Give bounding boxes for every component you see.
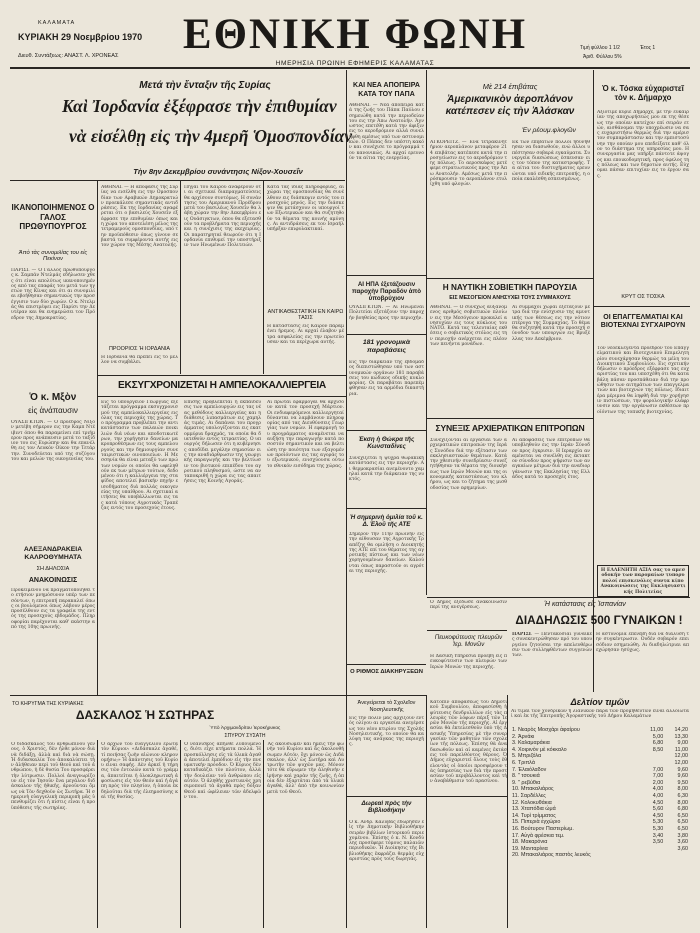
- price-item-name: 13. Χταπόδια ὡμά: [512, 806, 556, 813]
- column-rule: [263, 740, 264, 928]
- aircraft-kicker: Μὲ 214 ἐπιβάτας: [482, 82, 538, 91]
- price-row: [511, 852, 689, 859]
- price-item-wholesale: 3,50: [652, 839, 664, 846]
- notice-box: [597, 565, 689, 597]
- masthead-subtitle: ΗΜΕΡΗΣΙΑ ΠΡΩΙΝΗ ΕΦΗΜΕΡΙΣ ΚΑΛΑΜΑΤΑΣ: [275, 60, 435, 67]
- soviet-body-col-2: Αι σύμμαχοι χώραι εξετάζουν μέτρα διά την ενίσχυσιν της αμυντικής των θέσεως εις την νότιον πτέρυγα της Συμμαχίας. Το θέμα θα συζητηθή κατά την προσεχή σύνοδον των υπουργών εις Βρυξέλλας τον Δεκέμβριον.: [512, 305, 590, 342]
- violations-headline: 181 γρονομικὰ παραβάσεις: [362, 339, 411, 354]
- notice-box-text: Η ΕΛΛΕΝΗΤΗ ΑΞΙΑ σας το αμεσοδοκήν των παρομαίων τυπορυπολοί επισκενόλες συντα κίπο Ανακοινώσεις της Εκκλησιαστικής Πολιτείας: [600, 568, 686, 595]
- price-row: [511, 786, 689, 793]
- committee-body-col-1: Συνεχίζονται αι εργασίαι των αρχιερατικών επιτροπών της Ιεράς Συνόδου διά την εξέτασιν των εκκλησιαστικών θεμάτων. Κατά την χθεσινήν συνεδρίασιν συνεζητήθησαν τα θέματα της διοικήσεως των Ιερών Μονών και της οικονομικής καταστάσεως του κλήρου, ως και το ζήτημα της μισθοδοσίας των εφημερίων.: [430, 438, 507, 491]
- story-memorial-label: ΑΝΑΚΟΙΝΩΣΙΣ: [28, 577, 78, 584]
- price-item-retail: 6,50: [677, 812, 688, 819]
- section-rule: [98, 375, 346, 376]
- price-list-intro: Αἱ τιμαὶ τῶν χονδρικῶν ἢ λιανικῶν παρὰ τῶν προμηθευτῶν εἶναι ἀλλοιωταὶ καὶ ἐκ τῆς Ἐπιτροπῆς Ἀγοραστικῆς τοῦ Δήμου Καλαμάτων: [511, 709, 689, 720]
- price-item-name: 3. Καλαμαράκια: [512, 740, 550, 747]
- price-item-retail: 6,50: [677, 819, 688, 826]
- price-row: [511, 839, 689, 846]
- price-row: [511, 773, 689, 780]
- story-memorial-headline: ΑΛΕΞΑΝΔΡΑΚΕΙΑ ΚΑΛΡΟΘΥΜΗΑΤΑ: [23, 546, 83, 561]
- price-item-wholesale: [640, 760, 664, 767]
- price-item-retail: 9,00: [677, 740, 688, 747]
- column-rule: [97, 740, 98, 928]
- vineyard-body-col-2: Επίσης προβλέπεται η εκπαίδευσις των αμπελουργών εις τας νέας μεθόδους καλλιεργείας και η διάθεσις λιπασμάτων εις χαμηλάς τιμάς. Αι δαπάναι του προγράμματος υπολογίζονται εις εκατομμύρια δραχμάς, τα οποία θα διατεθούν εντός τετραετίας. Ο υπουργός δήλωσεν ότι η κυβέρνησις αποδίδει μεγάλην σημασίαν εις την αναδιάρθρωσιν της γεωργικής παραγωγής και την βελτίωσιν του βιοτικού επιπέδου του αγροτικού πληθυσμού, ώστε να ανταποκριθή η χώρα εις τας απαιτήσεις της Κοινής Αγοράς.: [184, 400, 261, 485]
- soviet-sub: ΕΙΣ ΜΕΣΟΓΕΙΟΝ ΑΝΗΣΥΧΕΙ ΤΟΥΣ ΣΥΜΜΑΧΟΥΣ: [449, 295, 571, 301]
- price-item-retail: 12,00: [674, 759, 688, 766]
- price-item-name: 20. Μπακαλιάρος παστὸς λευκός: [512, 852, 591, 859]
- price-item-name: 8. " τσουκιά: [512, 773, 540, 780]
- women-body-col-2: Η αστυνομία επενέβη διά να διαλύση την συγκέντρωσιν. Ουδέν σοβαρόν επεισόδιον εσημειώθη. Αι διαδηλώτριαι απεχώρησαν ησύχως.: [596, 632, 689, 653]
- section-rule: [427, 278, 593, 279]
- story-rest-headline: Ὁ κ. Μξὸν: [29, 392, 77, 403]
- price-item-name: 15. Πιπεριὰ ἐγχώριο: [512, 819, 561, 826]
- section-rule: [347, 430, 426, 431]
- sermon-headline: ΔΑΣΚΑΛΟΣ Ἡ ΣΩΤΗΡΑΣ: [75, 708, 215, 722]
- lead-subhead-2: ΑΝΤΙΚΑΘΕΣΤΑΤΙΚΗ ΕΝ ΚΑΙΡΩ ΤΑΣΙΣ: [267, 309, 344, 322]
- price-row: [511, 806, 689, 813]
- aircraft-sub: Ἐν ρέουμ.φλογῶν: [522, 127, 576, 134]
- story-rest-sub: εἰς ἀνάπαυσιν: [28, 406, 78, 415]
- sermon-body-col-4: Ἂς ἀκούσωμεν καὶ ἡμεῖς τὴν φωνὴν τοῦ Κυρίου καὶ ἂς ἀκολουθήσωμεν Αὐτόν, ὄχι μόνον ὡς Διδάσκαλον, ἀλλ' ὡς Σωτῆρα καὶ Λυτρωτὴν τῶν ψυχῶν μας. Μόνον τότε θὰ εὕρωμεν τὴν ἀληθινὴν εἰρήνην καὶ χαρὰν τῆς ζωῆς, ἡ ὁποία δὲν ἐξαρτᾶται ἀπὸ τὰ ὑλικὰ ἀγαθά, ἀλλ' ἀπὸ τὴν κοινωνίαν μετὰ τοῦ Θεοῦ.: [267, 742, 344, 795]
- price-item-wholesale: 8,50: [652, 746, 664, 753]
- price-item-wholesale: 4,50: [652, 799, 664, 806]
- price-item-retail: 6,50: [677, 825, 688, 832]
- price-item-name: 10. Μπακαλιάρος: [512, 786, 554, 793]
- price-item-retail: 9,60: [677, 773, 688, 780]
- sermon-kicker: ΤΟ ΚΗΡΥΓΜΑ ΤΗΣ ΚΥΡΙΑΚΗΣ: [12, 701, 84, 707]
- column-rule: [180, 180, 181, 374]
- speech-body: Σήμερον την 11ην πρωινήν εις την αίθουσαν της Αγροτικής Τραπέζης θα ομιλήση ο Διοικητής της ΑΤΕ επί του θέματος της αγροτικής πίστεως και των νέων χορηγουμένων δανείων. Καλούνται όπως παραστούν οι αγρόται της περιοχής.: [349, 532, 424, 575]
- women-headline: ΔΙΑΔΗΛΩΣΙΣ 500 ΓΥΝΑΙΚΩΝ !: [515, 613, 683, 627]
- speech-headline: Ἡ σημερινὴ ὁμιλία τοῦ κ. Δ. Ἑλοῦ τῆς ΑΤΕ: [350, 514, 423, 529]
- sermon-byline: Ὑπὸ Ἀρχιμανδρίτου Ἱεροκήρυκος: [209, 726, 281, 731]
- price-row: [511, 819, 689, 826]
- soviet-headline: Η ΝΑΥΤΙΚΗ ΣΟΒΙΕΤΙΚΗ ΠΑΡΟΥΣΙΑ: [442, 283, 578, 292]
- price-item-name: 9. " ρεβύθια: [512, 779, 541, 786]
- price-item-name: 4. Χοιρινὸν μὲ κόκκαλο: [512, 746, 567, 753]
- column-rule: [426, 70, 427, 595]
- thanks-headline: Ὁ κ. Τόσκα εὐχαριστεῖ τὸν κ. Δήμαρχο: [602, 84, 684, 103]
- price-item-name: 2. Ἀρνάκι: [512, 733, 535, 740]
- price-item-wholesale: 4,00: [652, 786, 664, 793]
- price-item-wholesale: 4,50: [652, 812, 664, 819]
- usa-headline: ΑΙ ΗΠΑ ἐξετάζουσιν παροχὴν Παραδόν ἀπὸ ὑποβρύχιον: [351, 281, 422, 303]
- section-rule: [427, 418, 593, 419]
- soviet-body-col-1: ΑΘΗΝΑΙ. — Ο συνεχώς αυξανόμενος αριθμός σοβιετικών πλοίων εις την Μεσόγειον προκαλεί ανησυχίαν εις τους κύκλους του ΝΑΤΟ. Κατά τας τελευταίας εκθέσεις ο σοβιετικός στόλος εις την περιοχήν ανέρχεται εις πλέον των πενήντα μονάδων.: [430, 305, 507, 348]
- masthead-title: ΕΘΝΙΚΗ ΦΩΝΗ: [182, 11, 528, 58]
- lead-headline-2: νὰ εἰσέλθῃ εἰς τὴν 4μερῆ Ὁμοσπονδίαν: [69, 126, 353, 146]
- price-item-wholesale: 5,30: [652, 825, 664, 832]
- price-item-wholesale: 5,30: [652, 819, 664, 826]
- story-premier-headline: ΙΚΑΝΟΠΟΙΗΜΕΝΟΣ Ο ΓΑΛΟΣ ΠΡΩΘΥΠΟΥΡΓΟΣ: [11, 203, 95, 232]
- price-item-name: 12. Κολοκυθάκια: [512, 799, 552, 806]
- price-row: [511, 760, 689, 767]
- sermon-byline-name: ΣΠΥΡΟΥ ΣΥΣΑΤΗ: [224, 733, 266, 739]
- price-item-retail: 8,00: [677, 799, 688, 806]
- price-item-retail: 6,30: [677, 792, 688, 799]
- price-item-retail: 8,00: [677, 786, 688, 793]
- price-item-wholesale: 6,80: [652, 740, 664, 747]
- section-rule: [594, 306, 690, 307]
- pope-headline: ΚΑΙ ΝΕΑ ΑΠΟΠΕΙΡΑ ΚΑΤΑ ΤΟΥ ΠΑΠΑ: [353, 82, 420, 98]
- price-item-retail: [664, 852, 689, 859]
- price-list-title: Δελτίον τιμῶν: [570, 697, 630, 707]
- price-item-retail: 6,80: [677, 806, 688, 813]
- price-item-name: 7. Ἐλαιόλαδον: [512, 766, 547, 773]
- price-item-name: 11. Σαρδέλλες: [512, 792, 546, 799]
- masthead-price: Τιμή φύλλου 1 1/2: [580, 45, 620, 51]
- sermon-body-col-2: Ὁ ἄρχων τοῦ εὐαγγελίου ἐρωτᾷ τὸν Κύριον: «Διδάσκαλε ἀγαθέ, τί ποιήσας ζωὴν αἰώνιον κληρονομήσω;» Ἡ ἀπάντησις τοῦ Κυρίου εἶναι σαφής. Δὲν ἀρκεῖ ἡ τήρησις τῶν ἐντολῶν κατὰ τὸ γράμμα, ἀπαιτεῖται ἡ ὁλοκληρωτικὴ ἀφοσίωσις εἰς τὸν Θεόν καὶ ἡ ἀγάπη πρὸς τὸν πλησίον, ἡ ὁποία ἐκδηλοῦται διὰ τῆς ἐλεημοσύνης καὶ τῆς θυσίας.: [101, 742, 178, 800]
- price-table: [511, 727, 689, 859]
- masthead-rule: [10, 67, 690, 69]
- price-item-retail: 11,00: [674, 746, 688, 753]
- section-rule: [347, 664, 426, 665]
- women-body-col-1: ΠΑΡΙΣΙ. — Πεντακόσιαι γυναίκες συνεκεντρώθησαν πρό του υπουργείου ζητούσαι την απελευθέρωσιν των συλληφθέντων συγγενών των.: [512, 632, 592, 659]
- bottom-middle-body: Κατόπιν ἀποφάσεως τοῦ Δημοτικοῦ Συμβουλίου, ἀποφασίσθη ἡ φύτευσις δενδρυλλίων εἰς τὰς πλευρὰς τῶν λόφων πέριξ τῶν Ἱερῶν Μονῶν τῆς περιοχῆς. Αἱ ἐργασίαι θὰ ἐκτελεσθοῦν ὑπὸ τῆς Δασικῆς Ὑπηρεσίας μὲ τὴν συνεργασίαν τῶν μαθητῶν τῶν σχολείων τῆς πόλεως. Ἐπίσης θὰ ἀναδασωθοῦν καὶ αἱ καμένες ἐκτάσεις τοῦ παρελθόντος θέρους. Ὁ Δῆμος εὐχαριστεῖ ὅλους τοὺς ἐθελοντὰς οἱ ὁποῖοι προσφέρουν τὰς ὑπηρεσίας των διὰ τὴν προστασίαν τοῦ περιβάλλοντος καὶ τὴν ἀναβάθμισιν τοῦ πρασίνου.: [430, 700, 507, 785]
- price-item-retail: 12,00: [674, 753, 688, 760]
- price-item-name: 18. Μακαρόνια: [512, 839, 548, 846]
- price-row: [511, 740, 689, 747]
- lead-kicker: Μετά τὴν ἔνταξιν τῆς Συρίας: [139, 80, 271, 91]
- library-headline: Δωρεαὶ πρὸς τὴν Βιβλιοθήκην: [361, 800, 412, 815]
- price-item-retail: 14,20: [674, 727, 688, 733]
- section-rule: [98, 396, 346, 397]
- lead-dek: Τὴν 8ην Δεκεμβρίου συνάντησις Νίξον-Χουσεΐν: [133, 167, 303, 176]
- price-item-name: 19. Μανταρίνια: [512, 845, 548, 852]
- section-rule: [347, 275, 426, 276]
- story-premier-body: ΠΑΡΙΣΙ. — Ὁ Γάλλος πρωθυπουργός κ. Σαμπάν Ντελμάς εδήλωσεν χθες ότι είναι απολύτως ικανοποιημένος από τας επαφάς του μετά των ηγετών της Κίνας και ότι αι συνομιλίαι εβοήθησαν σημαντικώς την προσέγγισιν των δύο χωρών. Ο κ. Ντελμάς θα επιστρέψει εις Παρίσι την Δευτέραν και θα ενημερώσει τον Πρόεδρον της Δημοκρατίας.: [11, 268, 95, 321]
- price-item-wholesale: 4,00: [652, 792, 664, 799]
- trees-body: Η Δασική Υπηρεσία προέβη εις πευκοφύτευσιν των πλευρών των Ιερών Μονών της περιοχής.: [430, 654, 507, 670]
- school-headline: Ἀνεγείρεται τὸ Σχολεῖον Νοσηλευτικῆς: [357, 700, 416, 713]
- column-rule: [507, 695, 508, 928]
- library-body: Ὁ κ. Ἀνδρ. Καλύβας ἐδώρησεν εἰς τὴν Δημοτικὴν Βιβλιοθήκην σειρὰν βιβλίων ἱστορικοῦ περιεχομένου. Ἐπίσης ὁ κ. Ν. Κονδύλης προσέφερε τόμους παλαιῶν περιοδικῶν. Ἡ Διοίκησις τῆς Βιβλιοθήκης ἐκφράζει θερμὰς εὐχαριστίας πρὸς τοὺς δωρητάς.: [349, 820, 424, 863]
- column-rule: [593, 70, 594, 692]
- price-item-wholesale: 7,00: [652, 773, 664, 780]
- trees-headline: Πευκοφύτευσις πλευρῶν Ἱερ. Μονῶν: [434, 634, 503, 649]
- craftsmen-headline: ΟΙ ΕΠΑΓΓΕΛΜΑΤΙΑΙ ΚΑΙ ΒΙΟΤΕΧΝΑΙ ΣΥΓΧΑΙΡΟΥΝ: [600, 314, 686, 330]
- column-rule: [97, 180, 98, 695]
- craftsmen-body: Τον νεοεκλεγέντα πρόεδρον του Επαγγελματικού και Βιοτεχνικού Επιμελητηρίου συνεχάρησαν θερμώς τα μέλη του Διοικητικού Συμβουλίου. Εις σχετικήν δήλωσιν ο πρόεδρος εξέφρασε τας ευχαριστίας του και υπεσχέθη ότι θα καταβάλη πάσαν προσπάθειαν διά την προώθησιν των αιτημάτων των επαγγελματιών και βιοτεχνών της πόλεως. Ιδιαιτέρα μέριμνα θα ληφθή διά την χορήγησιν πιστώσεων, την φορολογικήν ελάφρυνσιν και την οργάνωσιν εκθέσεων προϊόντων της τοπικής βιοτεχνίας.: [597, 346, 689, 415]
- thanks-signature: ΚΡΥΤ ΟΣ ΤΟΣΚΑ: [621, 294, 665, 300]
- price-item-retail: 3,60: [677, 845, 688, 852]
- price-row: [511, 826, 689, 833]
- lead-subhead-1: ΠΡΟΟΡΙΟΣ Ή ΙΟΡΔΑΝΙΑ: [108, 346, 171, 352]
- price-item-retail: 9,60: [677, 766, 688, 773]
- price-item-retail: 9,50: [677, 779, 688, 786]
- column-rule: [263, 180, 264, 374]
- price-item-name: 6. Τριπλὰ: [512, 759, 535, 766]
- committee-body-col-2: Αι αποφάσεις των επιτροπών θα υποβληθούν εις την Ιεράν Σύνοδον προς έγκρισιν. Η Ιεραρχία αναμένεται να συνέλθη εις έκτακτον σύνοδον προς ψήφισιν των αναγκαίων μέτρων διά την αναδιοργάνωσιν της Εκκλησίας της Ελλάδος κατά το προσεχές έτος.: [512, 438, 590, 481]
- price-item-retail: 3,80: [677, 832, 688, 839]
- aircraft-body-col-1: ΑΓΚΟΡΕΙΤΖ. — Ένα τετρακινητήριον αεροπλάνον μεταφέρον 214 επιβάτας κατέπεσε κατά την προσγείωσιν εις το αεροδρόμιον της πόλεως. Το αεροσκάφος μετέφερε στρατιωτικούς προς την Άπω Ανατολήν. Αμέσως μετά την πρόσκρουσιν το αεροπλάνον ετυλίχθη υπό φλογών.: [430, 140, 507, 188]
- price-item-wholesale: 7,00: [652, 766, 664, 773]
- masthead-city: ΚΑΛΑΜΑΤΑ: [38, 20, 76, 26]
- masthead-director: Διευθ. Συντάξεως: ΑΝΑΣΤ. Λ. ΧΡΟΝΕΑΣ: [18, 53, 119, 59]
- pope-body: ΑΘΗΝΑΙ. — Νέα απόπειρα κατά της ζωής του Πάπα Παύλου εσημειώθη κατά την περιοδείαν του εις την Άπω Ανατολήν. Άγνωστος επετέθη κατά την άφιξιν εις το αεροδρόμιον αλλά συνελήφθη αμέσως υπό των αστυνομικών. Ο Πάπας δεν υπέστη κακόν και συνέχισε το πρόγραμμά του κανονικώς. Αι αρχαί ερευνούν τα αίτια της ενεργείας.: [349, 103, 424, 161]
- sermon-body-col-3: Ὁ νεανίσκος ἀπῆλθε λυπούμενος, διότι εἶχε κτήματα πολλά. Ἡ προσκόλλησις εἰς τὰ ὑλικὰ ἀγαθὰ ἀποτελεῖ ἐμπόδιον εἰς τὴν πνευματικὴν πρόοδον. Ὁ Κύριος δὲν καταδικάζει τὸν πλοῦτον, ἀλλὰ τὴν δουλείαν τοῦ ἀνθρώπου εἰς αὐτόν. Ὁ ἀληθὴς χριστιανὸς χρησιμοποιεῖ τὰ ἀγαθὰ πρὸς δόξαν Θεοῦ καὶ ὠφέλειαν τῶν ἀδελφῶν του.: [184, 742, 261, 800]
- lead-body-col-1b: Η Ιορδανία θα πρέπει εις το μέλλον να συμβάλει.: [101, 355, 178, 366]
- lead-body-col-3: Κατά τας ιδίας πληροφορίας, αι χώραι της ομοσπονδίας θα συνέλθουν εις διάσκεψιν εντός του προσεχούς μηνός. Εις την διάσκεψιν θα μετάσχουν οι υπουργοί των Εξωτερικών και θα συζητηθούν τα θέματα της κοινής αμύνης. Αι αντιδράσεις εκ του Ισραήλ υπήρξαν επιφυλακτικαί.: [267, 185, 344, 233]
- price-item-name: 1. Νεαρὸς Μοσχάρι ἀφαίρου: [512, 727, 580, 733]
- column-rule: [180, 740, 181, 928]
- price-item-wholesale: [640, 852, 664, 859]
- vineyard-headline: ΕΚΣΥΓΧΡΟΝΙΖΕΤΑΙ Η ΑΜΠΕΛΟΚΑΛΛΙΕΡΓΕΙΑ: [118, 380, 326, 391]
- section-rule: [427, 630, 507, 631]
- aircraft-body-col-2: Εκ των επιβατών πολλοί ηδυνήθησαν να διασωθούν, ενώ άλλοι υπέστησαν σοβαρά εγκαύματα. Συνεργεία διασώσεως έσπευσαν εις τον τόπον της καταστροφής. Τα αίτια του δυστυχήματος ερευνώνται υπό ειδικής επιτροπής, η οποία εκαλέσθη εσπευσμένως.: [512, 140, 590, 183]
- women-kicker: Ἡ κατάστασις εἰς Ἰσπανίαν: [544, 601, 626, 608]
- price-row: [511, 753, 689, 760]
- women-dateline: ΠΑΡΙΣΙ: [512, 632, 531, 637]
- lead-body-col-2: Πηγαί του Καΐρου αναφέρουν ότι αι σχετικαί διαπραγματεύσεις θα αρχίσουν συντόμως. Η συνάντησις του Αμερικανού Προέδρου μετά του βασιλέως Χουσεΐν θα λάβη χώραν την 8ην Δεκεμβρίου εις Ουάσιγκτων, όπου θα εξετασθούν τα προβλήματα της περιοχής και η συνέχισις της εκεχειρίας. Οι παρατηρηταί θεωρούν ότι η Ιορδανία επιθυμεί την υποστήριξιν των Ηνωμένων Πολιτειών.: [184, 185, 261, 249]
- vineyard-body-col-3: Αι πρώται εφαρμογαί θα αρχίσουν κατά τον προσεχή Μάρτιον. Οι ενδιαφερόμενοι καλλιεργηταί δύνανται να λαμβάνουν πληροφορίας από τας Διευθύνσεις Γεωργίας των νομών. Η εφαρμογή του προγράμματος αναμένεται να αυξήση την παραγωγήν κατά ποσοστόν σημαντικόν και να βελτιώση την ποιότητα των εξαγομένων προϊόντων εις τας αγοράς του εξωτερικού, ενισχύουσα ούτω το εθνικόν εισόδημα της χώρας.: [267, 400, 344, 469]
- price-item-name: 17. Αὐγὰ φρέσκια τεμ.: [512, 832, 565, 839]
- section-rule: [347, 508, 426, 509]
- price-item-wholesale: 3,40: [652, 832, 664, 839]
- story-rest-body: ΟΥΑΣΙΓΚΤΩΝ. — Ὁ πρόεδρος Νίξον μετέβη σήμερον εις την Καμπ Ντέιβιντ όπου θα παραμείνει επί τριήμερον προς ανάπαυσιν μετά το ταξίδιον του εις Ευρώπην και θα επανέλθη εις τον Λευκόν Οίκον την Τετάρτην. Συνοδεύεται υπό της συζύγου του και μελών της οικογενείας του.: [11, 420, 95, 463]
- section-rule: [10, 695, 427, 696]
- price-item-wholesale: 5,60: [652, 806, 664, 813]
- story-premier-lede: Ἀπὸ τὰς συνομιλίας του εἰς Πεκίνον: [18, 250, 88, 262]
- masthead-issue: Άριθ. Φύλλου 5%: [583, 54, 622, 60]
- school-body: Εις την πόλιν μας αρχίζουν εντός ολίγου αι εργασίαι ανεγέρσεως του νέου κτιρίου της Σχολής Νοσηλευτικής, το οποίον θα καλύψη τας ανάγκας της περιοχής.: [349, 716, 424, 748]
- price-item-retail: 13,30: [674, 733, 688, 740]
- story-memorial-sub: ΣΗ ΔΗΛΟΣΙΑ: [36, 566, 70, 572]
- masthead-date: ΚΥΡΙΑΚΗ 29 Νοεμβρίου 1970: [18, 32, 143, 42]
- vineyard-body-col-1: Εις το υπουργείον Γεωργίας εξετάζεται πρόγραμμα εκσυγχρονισμού της αμπελοκαλλιεργείας εις όλας τας περιοχάς της χώρας. Το πρόγραμμα προβλέπει την αντικατάστασιν των παλαιών ποικιλιών διά νέων και αποδοτικωτέρων, την χορήγησιν δανείων μακροπροθέσμων εις τους αμπελουργούς και την δημιουργίαν συνεταιριστικών οινοποιείων. Η Μεσσηνία θα είναι μεταξύ των πρώτων νομών οι οποίοι θα ωφεληθούν εκ των μέτρων τούτων, δεδομένου ότι η καλλιέργεια της σταφίδος αποτελεί βασικήν πηγήν εισοδήματος διά πολλάς οικογενείας της υπαίθρου. Αι σχετικαί αιτήσεις θα υποβάλλωνται εις τας κατά τόπους Αγροτικάς Τραπέζας εντός του προσεχούς έτους.: [101, 400, 178, 511]
- lead-body-col-1: ΑΘΗΝΑΙ. — Η απόφασις της Συρίας να εισέλθη εις την Ομοσπονδίαν των Αραβικών Δημοκρατιών προεκάλεσε σημαντικάς αντιδράσεις. Εκ της Ιορδανίας αναφέρεται ότι ο βασιλεύς Χουσεΐν εξέφρασε την επιθυμίαν όπως και η χώρα του αποτελέση μέλος της τετραμερούς ομοσπονδίας, υπό την προϋπόθεσιν όπως γίνουν σεβαστά τα συμφέροντα αυτής εις τον χώρον της Μέσης Ανατολής.: [101, 185, 178, 249]
- usa-body: ΟΥΑΣΙΓΚΤΩΝ. — Αι Ηνωμέναι Πολιτείαι εξετάζουν την παροχήν βοηθείας προς την περιοχήν.: [349, 305, 424, 321]
- price-list: [511, 695, 689, 927]
- lead-body-col-3b: Η κατάστασις εις Κάιρον παραμένει ήρεμος. Αι αρχαί έλαβον μέτρα ασφαλείας εις την πρωτεύουσαν και τα περίχωρα αυτής.: [267, 324, 344, 345]
- sermon-body-col-1: Ὁ διδάσκαλος τοῦ ἀνθρωπίνου γένους, ὁ Χριστός, δὲν ἦλθε μόνον διὰ νὰ διδάξῃ, ἀλλὰ καὶ διὰ νὰ σώσῃ. Ἡ διδασκαλία Του ἀποκαλύπτει τὴν ἀλήθειαν περὶ τοῦ Θεοῦ καὶ τοῦ ἀνθρώπου, ἡ δὲ θυσία Του προσφέρει τὴν λύτρωσιν. Πολλοὶ ἀναγνωρίζουν εἰς τὸν Ἰησοῦν ἕνα μεγάλον διδάσκαλον τῆς ἠθικῆς, ἀρνοῦνται ὅμως νὰ Τὸν δεχθοῦν ὡς Σωτῆρα. Ἡ σημερινὴ εὐαγγελικὴ περικοπὴ μᾶς ὑπενθυμίζει ὅτι ἡ πίστις εἶναι ἡ προϋπόθεσις τῆς σωτηρίας.: [11, 742, 95, 811]
- price-item-wholesale: 11,00: [650, 727, 664, 733]
- section-rule: [347, 334, 426, 335]
- committee-headline: ΣΥΝΕΞΙΣ ΑΡΧΙΕΡΑΤΙΚΩΝ ΕΠΙΤΡΟΠΩΝ: [435, 423, 585, 433]
- price-item-wholesale: 2,00: [652, 779, 664, 786]
- lead-rule: [10, 180, 345, 181]
- masthead-year: Έτος 1: [640, 45, 656, 51]
- price-item-retail: 3,60: [677, 839, 688, 846]
- price-row: [511, 727, 689, 734]
- lead-headline-1: Καὶ Ἰορδανία ἐξέφρασε τὴν ἐπιθυμίαν: [62, 96, 337, 116]
- declarations-headline: Ο ΡΙΘΜΟΣ ΔΙΑΚΗΡΥΞΕΩΝ: [350, 669, 423, 675]
- price-row: [511, 793, 689, 800]
- price-item-wholesale: 5,00: [652, 733, 664, 740]
- price-item-name: 14. Τυρὶ τρίμματος: [512, 812, 556, 819]
- column-rule: [346, 70, 347, 695]
- section-rule: [427, 597, 690, 598]
- institution-body: Ο Δήμος εξέδωσε ανακοίνωσιν περί της ανεγέρσεως.: [430, 600, 507, 611]
- aircraft-headline: Ἀμερικανικὸν ἀεροπλάνον κατέπεσεν εἰς τὴν Ἀλάσκαν: [445, 94, 575, 118]
- price-item-wholesale: [640, 846, 664, 853]
- price-item-wholesale: [640, 753, 664, 760]
- weather-body: Συνεχίζεται η ψυχρά θωρακική κατάστασις εις την περιοχήν. Αι θερμοκρασίαι ανεμένοντο χαμηλαί κατά την διάρκειαν της νυκτός.: [349, 456, 424, 483]
- column-rule: [426, 695, 427, 928]
- column-rule: [346, 695, 347, 928]
- story-memorial-body: Προκειμένου να πραγματοποιηθεί το ετήσιον μνημόσυνον υπέρ των πεσόντων, η επιτροπή παρακαλεί όπως οι βουλόμενοι όπως λάβουν μέρος προσέλθουν εις τα γραφεία της εντός της προσεχούς εβδομάδος. Πληροφορίαι παρέχονται καθ' εκάστην από της 10ης πρωινής.: [11, 588, 95, 631]
- thanks-body: Αξιότιμε κύριε Δήμαρχε, με την ευκαιρίαν της αποχωρήσεώς μου εκ της θέσεως την οποίαν κατείχον επί σειράν ετών, αισθάνομαι την υποχρέωσιν να σας ευχαριστήσω θερμώς διά την αμέριστον συμπαράστασιν και την εμπιστοσύνην την οποίαν μου επεδείξατε καθ' όλον το διάστημα της υπηρεσίας μου. Η συνεργασία μας υπήρξε πάντοτε άψογος και εποικοδομητική, προς όφελος της πόλεως και των δημοτών αυτής. Εύχομαι πάσαν επιτυχίαν εις το έργον σας.: [597, 110, 689, 179]
- price-item-name: 16. Βούτυρον Παστερίωμ.: [512, 825, 574, 832]
- violations-body: Εις την διάρκειαν της εβδομάδος διεπιστώθησαν υπό των αστυνομικών οργάνων 181 παραβάσεις του κώδικος οδικής κυκλοφορίας. Οι παραβάται παρεπέμφθησαν εις τα αρμόδια δικαστήρια.: [349, 360, 424, 397]
- price-item-name: 5. Μπριζόλα: [512, 753, 542, 760]
- weather-headline: Ἐκση ἡ Θώκρα τῆς Κωνσταδίνες: [358, 436, 415, 451]
